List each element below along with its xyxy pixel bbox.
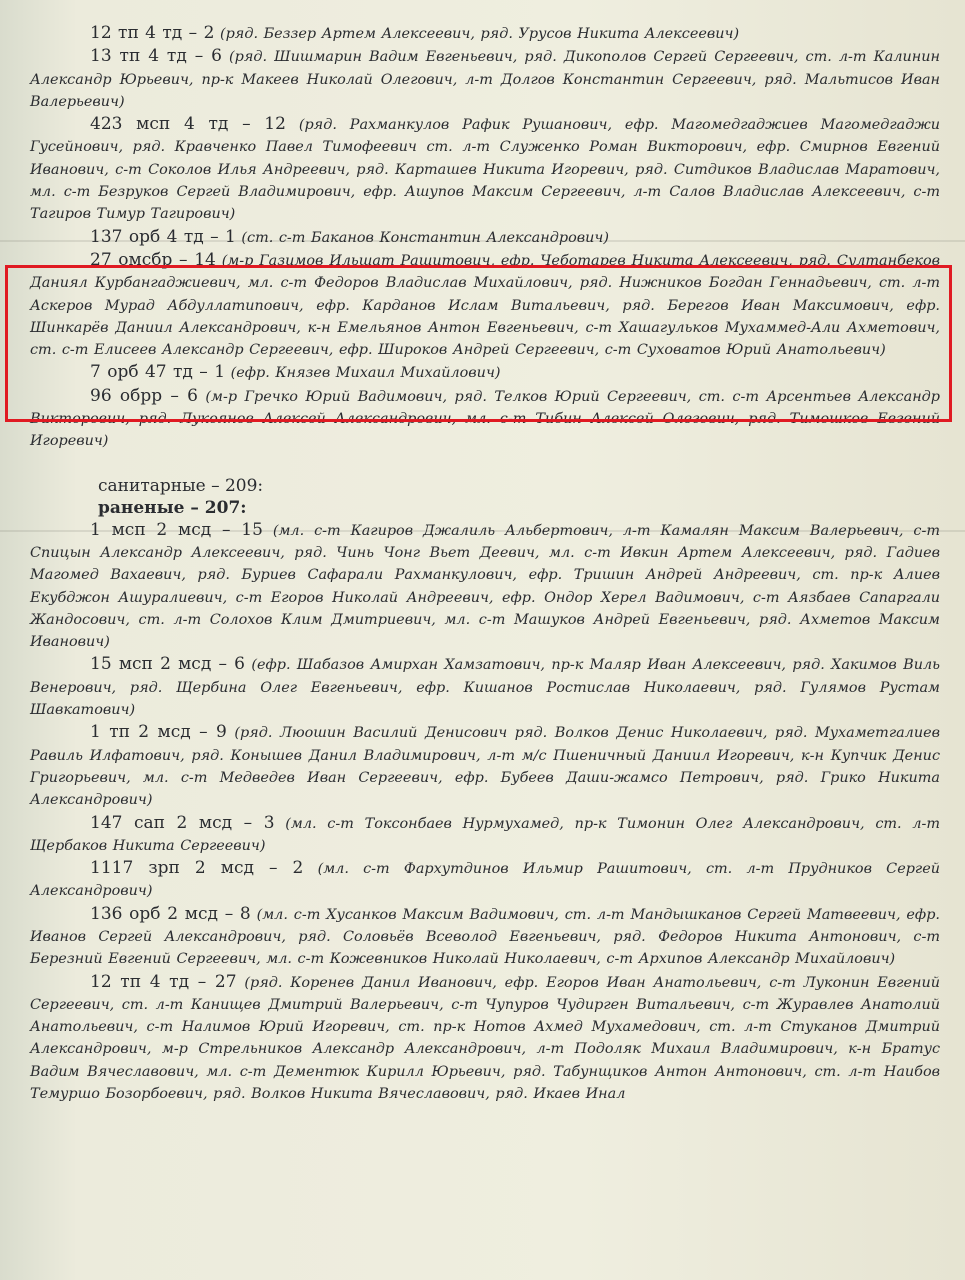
list-item: 12 тп 4 тд – 2 (ряд. Беззер Артем Алексеевич, ряд. Урусов Никита Алексеевич) <box>90 23 740 43</box>
list-item: 137 орб 4 тд – 1 (ст. с-т Баканов Константин Александрович) <box>90 226 609 247</box>
list-item: 1 мсп 2 мсд – 15 (мл. с-т Кагиров Джалиль Альбертович, л-т Камалян Максим Валерьевич, с-т Спицын Александр Алексеевич, ряд. Чинь Чонг Вьет Деевич, мл. с-т Ивкин Артем Алексеевич, ряд. Гадиев Магомед Вахаевич, ряд. Буриев Сафарали Рахманкулович, ефр. Тришин Андрей Андреевич, ст. пр-к Алиев Екубджон Ашуралиевич, с-т Егоров Николай Андреевич, ефр. Ондор Херел Вадимович, с-т Аязбаев Сапаргали Жандосович, ст. л-т Солохов Клим Дмитриевич, мл. с-т Машуков Андрей Евгеньевич, ряд. Ахметов Максим Иванович) <box>30 519 941 651</box>
list-item: 96 обрр – 6 (м-р Гречко Юрий Вадимович, ряд. Телков Юрий Сергеевич, ст. с-т Арсентьев Александр Викторович, ряд. Лукоянов Алексей Александрович, мл. с-т Тибин Алексей Олегович, ряд. Тимошков Евгений Игоревич) <box>30 385 940 450</box>
list-item: 1 тп 2 мсд – 9 (ряд. Люошин Василий Денисович ряд. Волков Денис Николаевич, ряд. Мухаметгалиев Равиль Илфатович, ряд. Конышев Данил Владимирович, л-т м/с Пшеничный Даниил Игоревич, к-н Купчик Денис Григорьевич, мл. с-т Медведев Иван Сергеевич, ефр. Бубеев Даши-жамсо Петрович, ряд. Грико Никита Александрович) <box>30 722 941 809</box>
list-item: 136 орб 2 мсд – 8 (мл. с-т Хусанков Максим Вадимович, ст. л-т Мандышканов Сергей Матвеевич, ефр. Иванов Сергей Александрович, ряд. Соловьёв Всеволод Евгеньевич, ряд. Федоров Никита Антонович, с-т Березний Евгений Сергеевич, мл. с-т Кожевников Николай Николаевич, с-т Архипов Александр Михайлович) <box>30 903 940 968</box>
list-item: 7 орб 47 тд – 1 (ефр. Князев Михаил Михайлович) <box>90 362 501 383</box>
highlight-box <box>5 265 952 422</box>
list-item: 13 тп 4 тд – 6 (ряд. Шишмарин Вадим Евгеньевич, ряд. Дикополов Сергей Сергеевич, ст. л-т Калинин Александр Юрьевич, пр-к Макеев Николай Олегович, л-т Долгов Константин Сергеевич, ряд. Мальтисов Иван Валерьевич) <box>30 46 941 110</box>
list-item: 15 мсп 2 мсд – 6 (ефр. Шабазов Амирхан Хамзатович, пр-к Маляр Иван Алексеевич, ряд. Хакимов Виль Венерович, ряд. Щербина Олег Евгеньевич, ефр. Кишанов Ростислав Николаевич, ряд. Гулямов Рустам Шавкатович) <box>30 654 940 719</box>
highlighted-list-item: 27 омсбр – 14 (м-р Газимов Ильшат Рашитович, ефр. Чеботарев Никита Алексеевич, ряд. Султанбеков Даниял Курбангаджиевич, мл. с-т Федоров Владислав Михайлович, ряд. Нижников Богдан Геннадьевич, ст. л-т Аскеров Мурад Абдуллатипович, ефр. Карданов Ислам Витальевич, ряд. Берегов Иван Максимович, ефр. Шинкарёв Даниил Александрович, к-н Емельянов Антон Евгеньевич, с-т Хашагульков Мухаммед-Али Ахметович, ст. с-т Елисеев Александр Сергеевич, ефр. Широков Андрей Сергеевич, с-т Суховатов Юрий Анатольевич) <box>30 249 940 359</box>
list-item: 12 тп 4 тд – 27 (ряд. Коренев Данил Иванович, ефр. Егоров Иван Анатольевич, с-т Луконин Евгений Сергеевич, ст. л-т Канищев Дмитрий Валерьевич, с-т Чупуров Чудирген Витальевич, с-т Журавлев Анатолий Анатольевич, с-т Налимов Юрий Игоревич, ст. пр-к Нотов Ахмед Мухамедович, ст. л-т Стуканов Дмитрий Александрович, м-р Стрельников Александр Александрович, л-т Подоляк Михаил Владимирович, к-н Братус Вадим Вячеславович, мл. с-т Дементюк Кирилл Юрьевич, ряд. Табунщиков Антон Антонович, ст. л-т Наибов Темуршо Бозорбоевич, ряд. Волков Никита Вячеславович, ряд. Икаев Инал <box>30 971 940 1103</box>
spacer <box>30 453 940 475</box>
sanitary-heading: санитарные – 209: <box>98 475 264 496</box>
list-item: 147 сап 2 мсд – 3 (мл. с-т Токсонбаев Нурмухамед, пр-к Тимонин Олег Александрович, ст. л-т Щербаков Никита Сергеевич) <box>30 812 941 854</box>
wounded-heading: раненые – 207: <box>98 497 247 518</box>
document-body <box>30 22 940 1105</box>
list-item: 423 мсп 4 тд – 12 (ряд. Рахманкулов Рафик Рушанович, ефр. Магомедгаджиев Магомедгаджи Гусейнович, ряд. Кравченко Павел Тимофеевич ст. л-т Служенко Роман Викторович, ефр. Смирнов Евгений Иванович, с-т Соколов Илья Андреевич, ряд. Карташев Никита Игоревич, ряд. Ситдиков Владислав Маратович, мл. с-т Безруков Сергей Владимирович, ефр. Ашупов Максим Сергеевич, л-т Салов Владислав Алексеевич, с-т Тагиров Тимур Тагирович) <box>30 114 941 223</box>
list-item: 1117 зрп 2 мсд – 2 (мл. с-т Фархутдинов Ильмир Рашитович, ст. л-т Прудников Сергей Александрович) <box>30 858 940 900</box>
